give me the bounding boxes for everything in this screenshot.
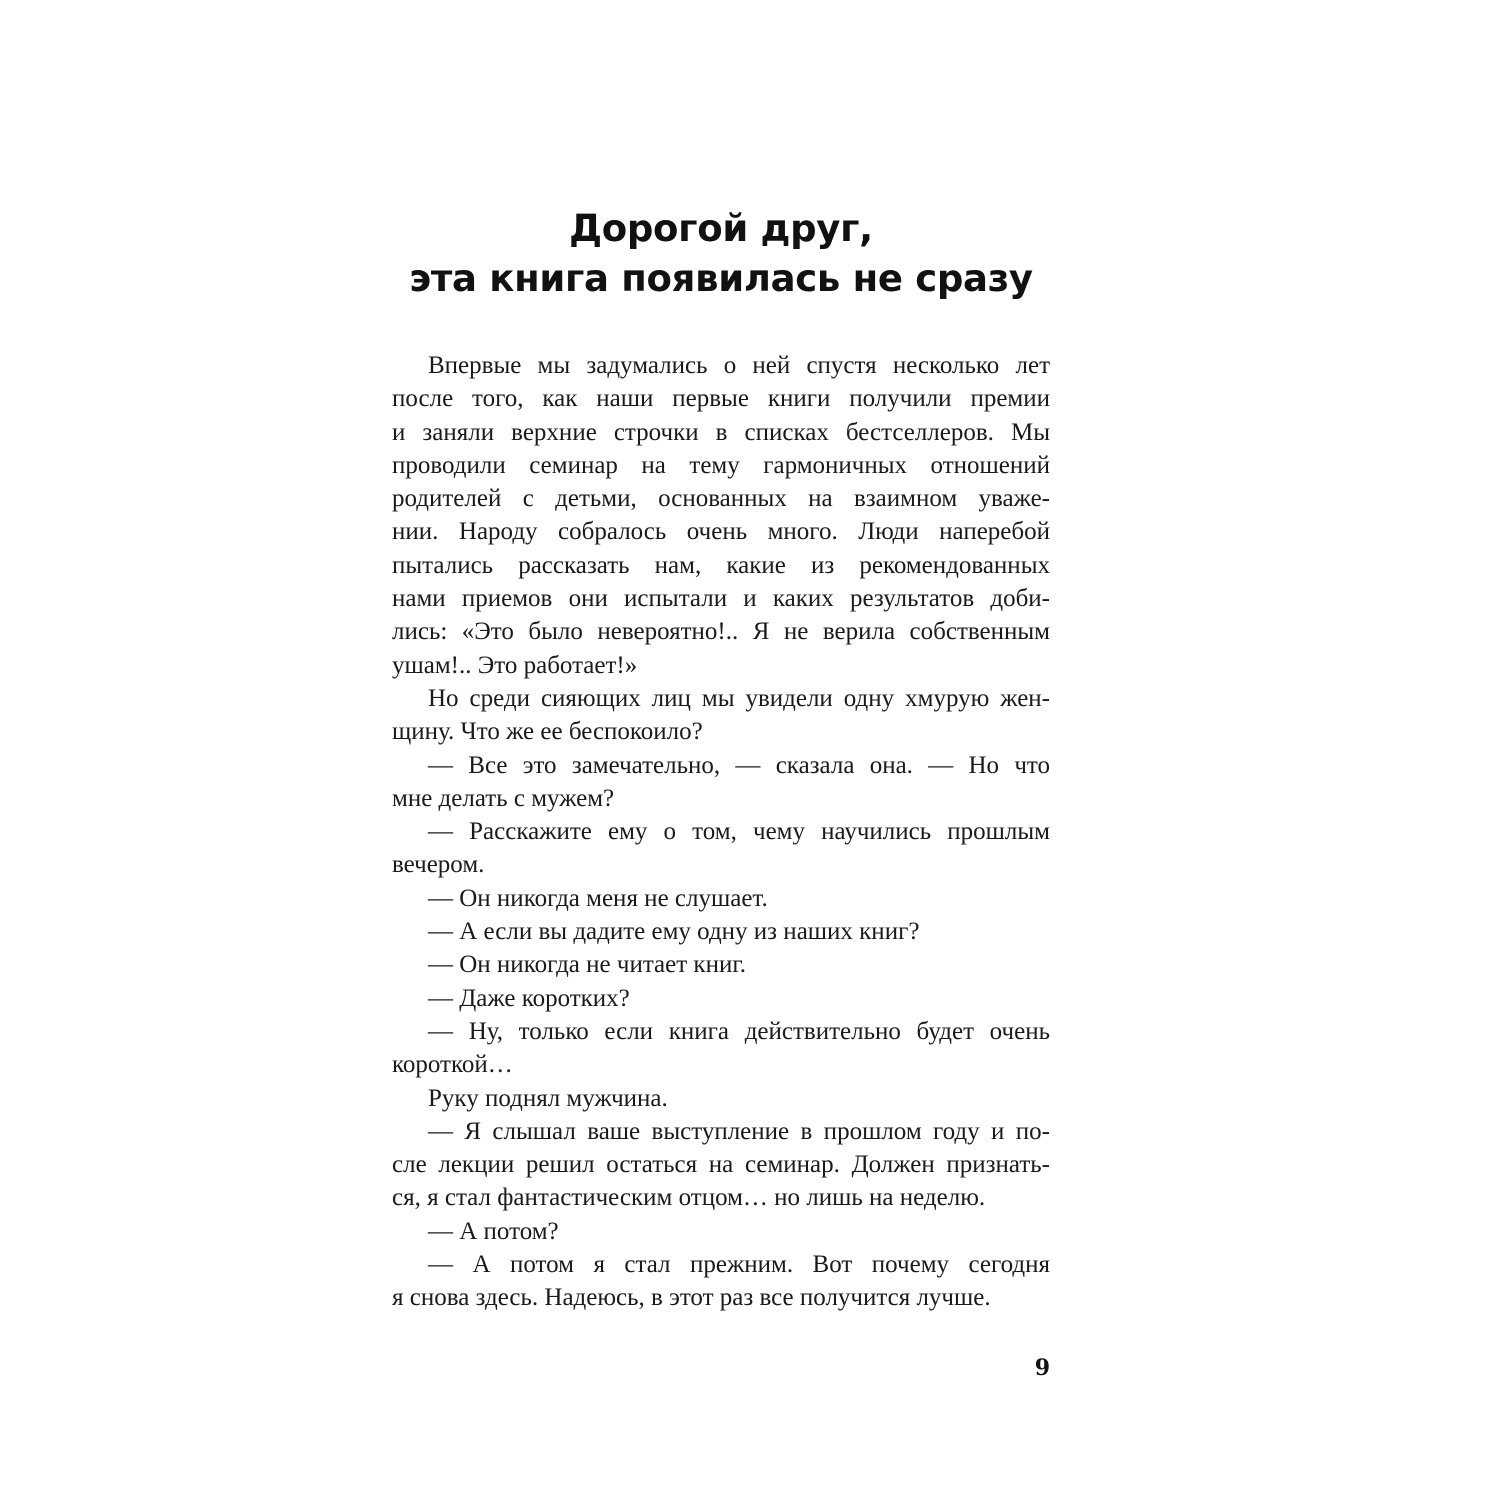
text-line: ушам!.. Это работает!» <box>392 651 638 679</box>
text-line: сле лекции решил остаться на семинар. Должен признать- <box>392 1151 1050 1179</box>
text-line: щину. Что же ее беспокоило? <box>392 718 703 746</box>
page-number: 9 <box>1034 1355 1050 1381</box>
text-line: — Он никогда меня не слушает. <box>428 884 768 912</box>
text-line: родителей с детьми, основанных на взаимном уваже- <box>392 485 1050 513</box>
text-line: — Расскажите ему о том, чему научились прошлым <box>428 818 1050 846</box>
text-line: короткой… <box>392 1051 513 1079</box>
text-line: ся, я стал фантастическим отцом… но лишь на неделю. <box>392 1184 986 1212</box>
text-line: — А если вы дадите ему одну из наших книг? <box>428 918 920 946</box>
text-line: — А потом? <box>428 1217 559 1245</box>
text-line: проводили семинар на тему гармоничных отношений <box>392 451 1050 479</box>
text-line: после того, как наши первые книги получили премии <box>392 385 1050 413</box>
text-line: — А потом я стал прежним. Вот почему сегодня <box>428 1251 1050 1279</box>
text-line: пытались рассказать нам, какие из рекомендованных <box>392 551 1050 579</box>
book-page <box>392 0 1050 1500</box>
text-line: вечером. <box>392 851 485 879</box>
text-line: — Все это замечательно, — сказала она. — Но что <box>428 751 1050 779</box>
text-line: — Я слышал ваше выступление в прошлом году и по- <box>428 1117 1050 1145</box>
chapter-title-line-2: эта книга появилась не сразу <box>409 257 1033 300</box>
body-text <box>392 349 1050 1315</box>
text-line: Впервые мы задумались о ней спустя несколько лет <box>428 352 1050 379</box>
text-line: мне делать с мужем? <box>392 784 615 812</box>
text-line: — Он никогда не читает книг. <box>428 951 747 979</box>
chapter-title <box>392 204 1050 304</box>
text-line: нии. Народу собралось очень много. Люди наперебой <box>392 518 1050 546</box>
text-line: Но среди сияющих лиц мы увидели одну хмурую жен- <box>428 684 1050 712</box>
text-line: я снова здесь. Надеюсь, в этот раз все получится лучше. <box>392 1284 991 1312</box>
chapter-title-line-1: Дорогой друг, <box>569 207 873 250</box>
text-line: Руку поднял мужчина. <box>428 1084 668 1112</box>
text-line: нами приемов они испытали и каких результатов доби- <box>392 585 1050 613</box>
text-line: лись: «Это было невероятно!.. Я не верила собственным <box>392 618 1050 646</box>
text-line: и заняли верхние строчки в списках бестселлеров. Мы <box>392 418 1050 446</box>
text-line: — Даже коротких? <box>428 984 630 1012</box>
text-line: — Ну, только если книга действительно будет очень <box>428 1017 1050 1045</box>
